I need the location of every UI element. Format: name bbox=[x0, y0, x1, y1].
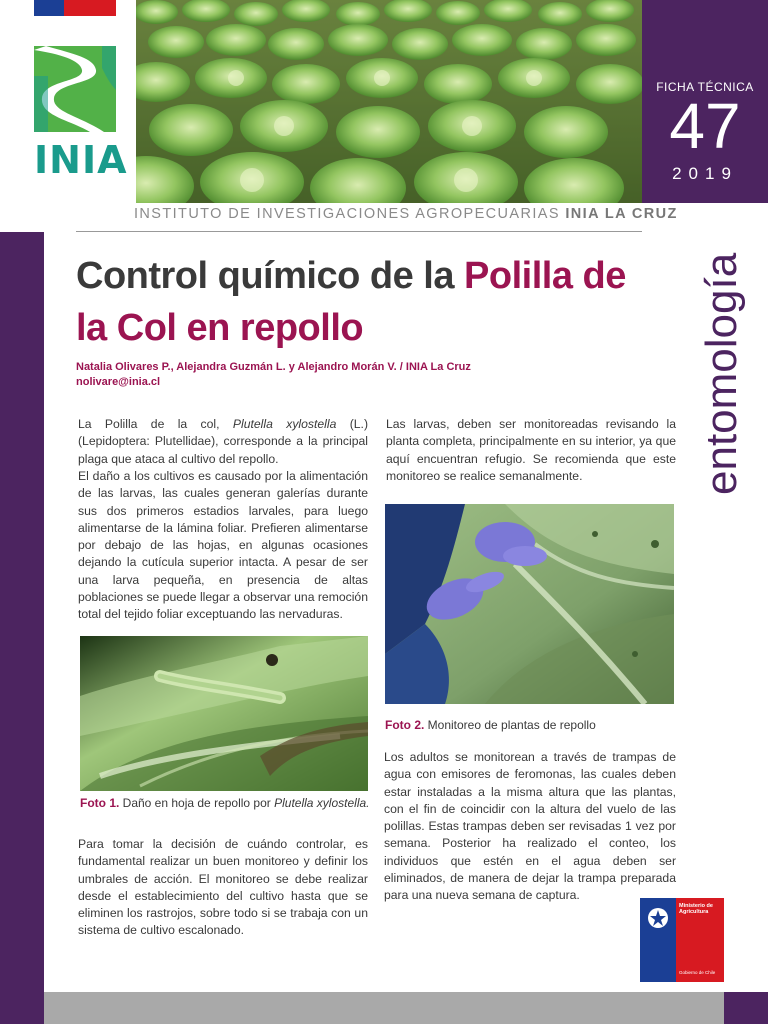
photo-2-caption-text: Monitoreo de plantas de repollo bbox=[424, 718, 596, 732]
coat-of-arms-icon bbox=[644, 904, 672, 932]
badge-year: 2019 bbox=[672, 164, 738, 183]
larva-leaf-photo bbox=[80, 636, 368, 791]
footer-bar bbox=[44, 992, 724, 1024]
photo-2-caption-label: Foto 2. bbox=[385, 718, 425, 732]
monitoring-plants-photo bbox=[385, 504, 674, 704]
institute-line bbox=[134, 206, 678, 222]
inia-logo-text: INIA bbox=[34, 138, 128, 182]
badge-number: 47 bbox=[669, 90, 741, 162]
ministry-name: Ministerio de Agricultura bbox=[679, 903, 713, 915]
left-paragraph-2: El daño a los cultivos es causado por la alimentación de las larvas, las cuales generan galerías durante sus dos primeros estadios larvales, para luego alimentarse de la lámina foliar. Prefieren alimentarse por debajo de las hojas, en algunas ocasiones dejando la cutícula superior intacta. A pesar de ser una larva pequeña, en presencia de altas poblaciones se puede llegar a observar una remoción total del tejido foliar exceptuando las nervaduras. bbox=[78, 469, 368, 622]
page-title bbox=[76, 250, 656, 354]
photo-1-caption-text: Daño en hoja de repollo por bbox=[119, 796, 275, 810]
government-name: Gobierno de Chile bbox=[679, 970, 716, 975]
technical-sheet-badge bbox=[642, 0, 768, 203]
institute-center: INIA LA CRUZ bbox=[565, 206, 678, 222]
inia-logo-mark bbox=[34, 46, 116, 132]
left-paragraph-1 bbox=[78, 416, 368, 468]
photo-1-caption-species: Plutella xylostella. bbox=[274, 796, 370, 810]
p1-text-b: (L.) (Lepidoptera: Plutellidae), corresponde a la principal plaga que ataca al cultivo del repollo. bbox=[78, 417, 369, 466]
author-email[interactable]: nolivare@inia.cl bbox=[76, 376, 161, 388]
institute-divider bbox=[76, 231, 642, 232]
cabbage-field-photo bbox=[136, 0, 642, 203]
authors-line: Natalia Olivares P., Alejandra Guzmán L. y Alejandro Morán V. / INIA La Cruz bbox=[76, 361, 471, 373]
inia-logo bbox=[34, 46, 128, 182]
chile-flag-stripe bbox=[34, 0, 116, 16]
photo-1-caption-label: Foto 1. bbox=[80, 796, 120, 810]
ministry-agriculture-logo bbox=[640, 898, 724, 982]
institute-name: INSTITUTO DE INVESTIGACIONES AGROPECUARIAS bbox=[134, 206, 560, 222]
category-label: entomología bbox=[697, 252, 746, 495]
footer-accent bbox=[724, 992, 768, 1024]
p1-species: Plutella xylostella bbox=[232, 417, 337, 431]
p1-text-a: La Polilla de la col, bbox=[78, 417, 233, 431]
photo-2-caption bbox=[385, 718, 685, 732]
badge-label: FICHA TÉCNICA bbox=[656, 80, 754, 94]
left-paragraph-3: Para tomar la decisión de cuándo controlar, es fundamental realizar un buen monitoreo y definir los umbrales de acción. El monitoreo se debe realizar desde el establecimiento del cultivo hasta que se eliminen los rastrojos, sobre todo si se trabaja con un sistema de cultivo escalonado. bbox=[78, 837, 368, 938]
photo-1-caption bbox=[80, 796, 380, 810]
right-paragraph-1: Las larvas, deben ser monitoreadas revisando la planta completa, principalmente en su interior, ya que aquí encuentran refugio. Se recomienda que este monitoreo se realice semanalmente. bbox=[386, 417, 676, 483]
title-part-2: Polilla de bbox=[464, 255, 626, 297]
left-accent-bar bbox=[0, 232, 44, 1024]
right-paragraph-2: Los adultos se monitorean a través de trampas de agua con emisores de feromonas, las cuales deben estar instaladas a la misma altura que las plantas, con el fin de coincidir con la altura del vuelo de las polillas. Estas trampas deben ser revisadas 1 vez por semana. Posterior ha realizado el conteo, los individuos que estén en el agua deben ser eliminados, de manera de dejar la trampa preparada para una nueva semana de captura. bbox=[384, 750, 676, 903]
title-part-1: Control químico de la bbox=[76, 255, 465, 297]
title-part-3: la Col en repollo bbox=[76, 307, 364, 349]
